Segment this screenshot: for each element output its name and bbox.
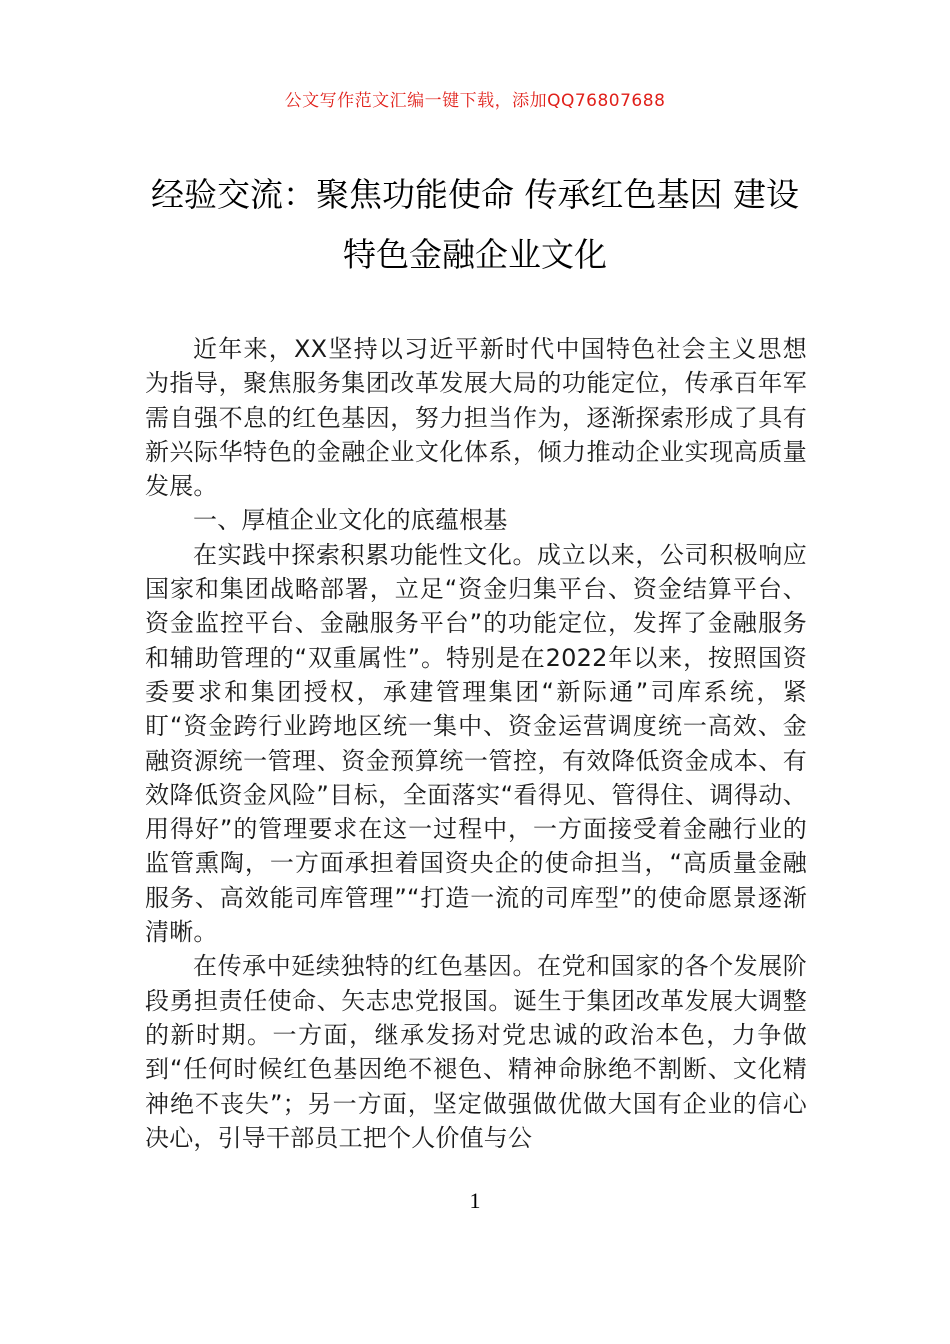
page-number: 1 bbox=[469, 1188, 481, 1213]
section-heading: 一、厚植企业文化的底蕴根基 bbox=[193, 506, 508, 535]
document-body bbox=[145, 332, 807, 1155]
header-note: 公文写作范文汇编一键下载，添加QQ76807688 bbox=[284, 91, 666, 111]
document-title: 经验交流：聚焦功能使命 传承红色基因 建设特色金融企业文化 bbox=[151, 175, 799, 274]
intro-paragraph: 近年来，XX坚持以习近平新时代中国特色社会主义思想为指导，聚焦服务集团改革发展大局的功能定位，传承百年军需自强不息的红色基因，努力担当作为，逐渐探索形成了具有新兴际华特色的金融企业文化体系，倾力推动企业实现高质量发展。 bbox=[145, 335, 807, 501]
body-paragraph: 在实践中探索积累功能性文化。成立以来，公司积极响应国家和集团战略部署，立足“资金归集平台、资金结算平台、资金监控平台、金融服务平台”的功能定位，发挥了金融服务和辅助管理的“双重属性”。特别是在2022年以来，按照国资委要求和集团授权，承建管理集团“新际通”司库系统，紧盯“资金跨行业跨地区统一集中、资金运营调度统一高效、金融资源统一管理、资金预算统一管控，有效降低资金成本、有效降低资金风险”目标，全面落实“看得见、管得住、调得动、用得好”的管理要求在这一过程中，一方面接受着金融行业的监管熏陶，一方面承担着国资央企的使命担当，“高质量金融服务、高效能司库管理”“打造一流的司库型”的使命愿景逐渐清晰。 bbox=[145, 540, 807, 947]
body-paragraph: 在传承中延续独特的红色基因。在党和国家的各个发展阶段勇担责任使命、矢志忠党报国。诞生于集团改革发展大调整的新时期。一方面，继承发扬对党忠诚的政治本色，力争做到“任何时候红色基因绝不褪色、精神命脉绝不割断、文化精神绝不丧失”；另一方面，坚定做强做优做大国有企业的信心决心，引导干部员工把个人价值与公 bbox=[145, 952, 807, 1152]
